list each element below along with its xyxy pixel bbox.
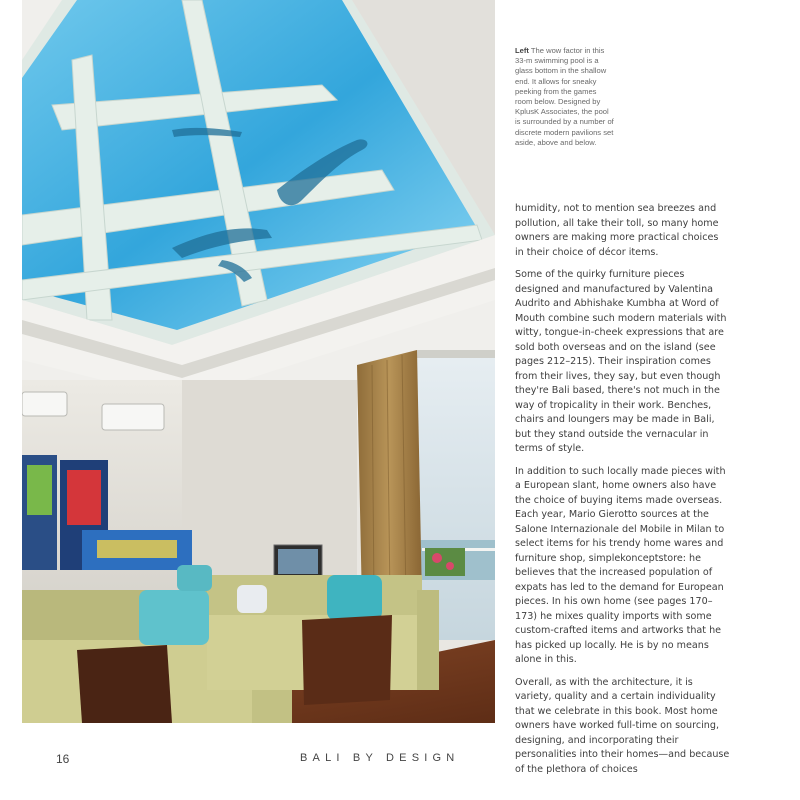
side-table-right xyxy=(302,615,392,705)
window-frame xyxy=(417,350,495,358)
page-number: 16 xyxy=(56,752,70,766)
photo-illustration xyxy=(22,0,495,723)
interior-photo xyxy=(22,0,495,723)
cushion-teal-1 xyxy=(139,590,209,645)
paragraph: Some of the quirky furniture pieces designed and manufactured by Valentina Audrito and Abhishake Kumbha at Word of Mouth combine such modern materials with witty, tongue-in-cheek expressions that are sold both overseas and on the island (see pages 212–215). Their inspiration comes from their lives, they say, but even though they're Bali based, there's not much in the way of tropicality in their work. Benches, chairs and loungers may be made in Bali, but they stand outside the vernacular in terms of style. xyxy=(515,269,727,454)
paragraph: Overall, as with the architecture, it is variety, quality and a certain individuality that we celebrate in this book. Most home owners have worked full-time on sourcing, designing, and incorporating their personalities into their homes—and because of the plethora of choices xyxy=(515,676,730,775)
caption-text: The wow factor in this 33-m swimming pool is a glass bottom in the shallow end. It allows for sneaky peeking from the games room below. Designed by KplusK Associates, the pool is surrounded by a number of discrete modern pavilions set aside, above and below. xyxy=(515,46,614,147)
cushion-teal-2 xyxy=(327,575,382,620)
running-title: BALI BY DESIGN xyxy=(300,752,460,764)
cushion-teal-3 xyxy=(177,565,212,591)
caption-lead: Left xyxy=(515,46,529,55)
air-conditioner-right xyxy=(102,404,164,430)
paragraph: In addition to such locally made pieces with a European slant, home owners also have the choice of buying items made overseas. Each year, Mario Gierotto sources at the Salone Internazionale del Mobile in Milan to select items for his trendy home wares and furniture shop, simplekonceptstore: he believes that the increased population of expats has led to the demand for European pieces. In his own home (see pages 170–173) he mixes quality imports with some custom-crafted items and artworks that he has picked up locally. He is by no means alone in this. xyxy=(515,465,726,665)
paragraph: humidity, not to mention sea breezes and pollution, all take their toll, so many home owners are making more practical choices in their choice of décor items. xyxy=(515,203,719,258)
air-conditioner-left xyxy=(22,392,67,416)
photo-caption xyxy=(515,46,615,148)
cushion-white xyxy=(237,585,267,613)
body-text xyxy=(515,202,730,785)
plants xyxy=(425,548,465,576)
side-table-left xyxy=(77,645,172,723)
